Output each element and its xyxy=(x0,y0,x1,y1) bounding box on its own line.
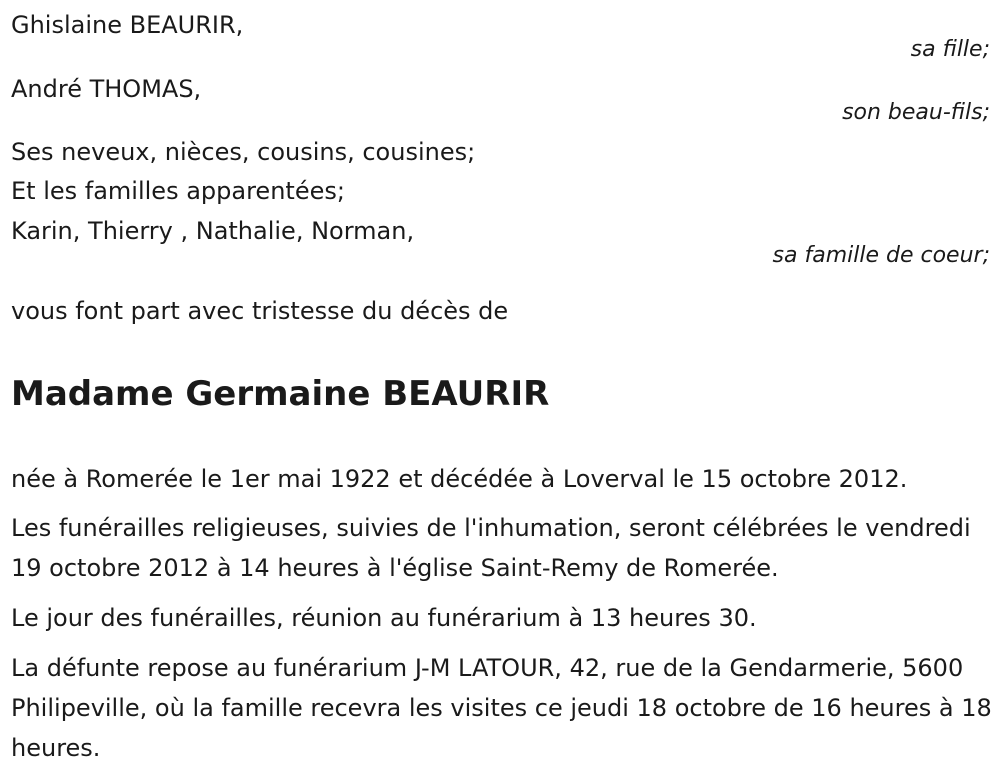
relatives-line: Ses neveux, nièces, cousins, cousines; xyxy=(11,138,476,166)
daughter-role: sa fille; xyxy=(910,37,990,62)
announcement-intro: vous font part avec tristesse du décès de xyxy=(11,297,509,325)
families-line: Et les familles apparentées; xyxy=(11,177,345,205)
meeting-paragraph: Le jour des funérailles, réunion au funérarium à 13 heures 30. xyxy=(11,604,757,632)
funeral-paragraph: Les funérailles religieuses, suivies de l'inhumation, seront célébrées le vendredi 19 octobre 2012 à 14 heures à l'église Saint-Remy de Romerée. xyxy=(11,514,971,582)
birth-death-paragraph: née à Romerée le 1er mai 1922 et décédée à Loverval le 15 octobre 2012. xyxy=(11,465,908,493)
visitation-paragraph: La défunte repose au funérarium J-M LATOUR, 42, rue de la Gendarmerie, 5600 Philipeville, où la famille recevra les visites ce jeudi 18 octobre de 16 heures à 18 heures. xyxy=(11,654,992,762)
son-in-law-name: André THOMAS, xyxy=(11,75,202,103)
heart-family-names: Karin, Thierry , Nathalie, Norman, xyxy=(11,217,415,245)
heart-family-role: sa famille de coeur; xyxy=(772,243,990,268)
daughter-name: Ghislaine BEAURIR, xyxy=(11,11,244,39)
son-in-law-role: son beau-fils; xyxy=(842,100,990,125)
deceased-name: Madame Germaine BEAURIR xyxy=(11,374,550,414)
